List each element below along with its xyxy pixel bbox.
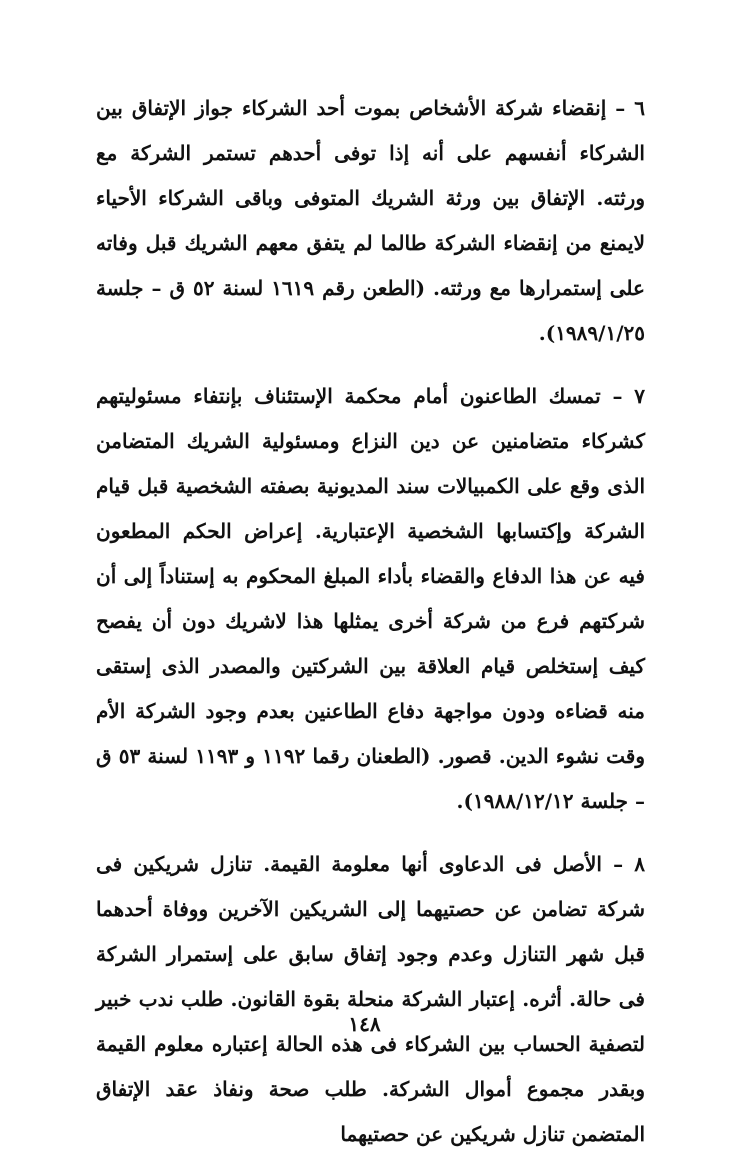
paragraph-8: ٨ – الأصل فى الدعاوى أنها معلومة القيمة. تنازل شريكين فى شركة تضامن عن حصتيهما إلى الشريكين الآخرين ووفاة أحدهما قبل شهر التنازل وعدم وجود إتفاق سابق على إستمرار الشركة فى حالة. أثره. إعتبار الشركة منحلة بقوة القانون. طلب ندب خبير لتصفية الحساب بين الشركاء فى هذه الحالة إعتباره معلوم القيمة وبقدر مجموع أموال الشركة. طلب صحة ونفاذ عقد الإتفاق المتضمن تنازل شريكين عن حصتيهما [96, 852, 645, 1146]
paragraph-6: ٦ – إنقضاء شركة الأشخاص بموت أحد الشركاء جواز الإتفاق بين الشركاء أنفسهم على أنه إذا توفى أحدهم تستمر الشركة مع ورثته. الإتفاق بين ورثة الشريك المتوفى وباقى الشركاء الأحياء لايمنع من إنقضاء الشركة طالما لم يتفق معهم الشريك قبل وفاته على إستمرارها مع ورثته. (الطعن رقم ١٦١٩ لسنة ٥٢ ق – جلسة ١٩٨٩/١/٢٥). [96, 96, 645, 345]
paragraph-7: ٧ – تمسك الطاعنون أمام محكمة الإستئناف بإنتفاء مسئوليتهم كشركاء متضامنين عن دين النزاع ومسئولية الشريك المتضامن الذى وقع على الكمبيالات سند المديونية بصفته الشخصية قبل قيام الشركة وإكتسابها الشخصية الإعتبارية. إعراض الحكم المطعون فيه عن هذا الدفاع والقضاء بأداء المبلغ المحكوم به إستناداً إلى أن شركتهم فرع من شركة أخرى يمثلها هذا لاشريك دون أن يفصح كيف إستخلص قيام العلاقة بين الشركتين والمصدر الذى إستقى منه قضاءه ودون مواجهة دفاع الطاعنين بعدم وجود الشركة الأم وقت نشوء الدين. قصور. (الطعنان رقما ١١٩٢ و ١١٩٣ لسنة ٥٣ ق – جلسة ١٩٨٨/١٢/١٢). [96, 384, 646, 813]
page-number: ١٤٨ [348, 1012, 381, 1036]
